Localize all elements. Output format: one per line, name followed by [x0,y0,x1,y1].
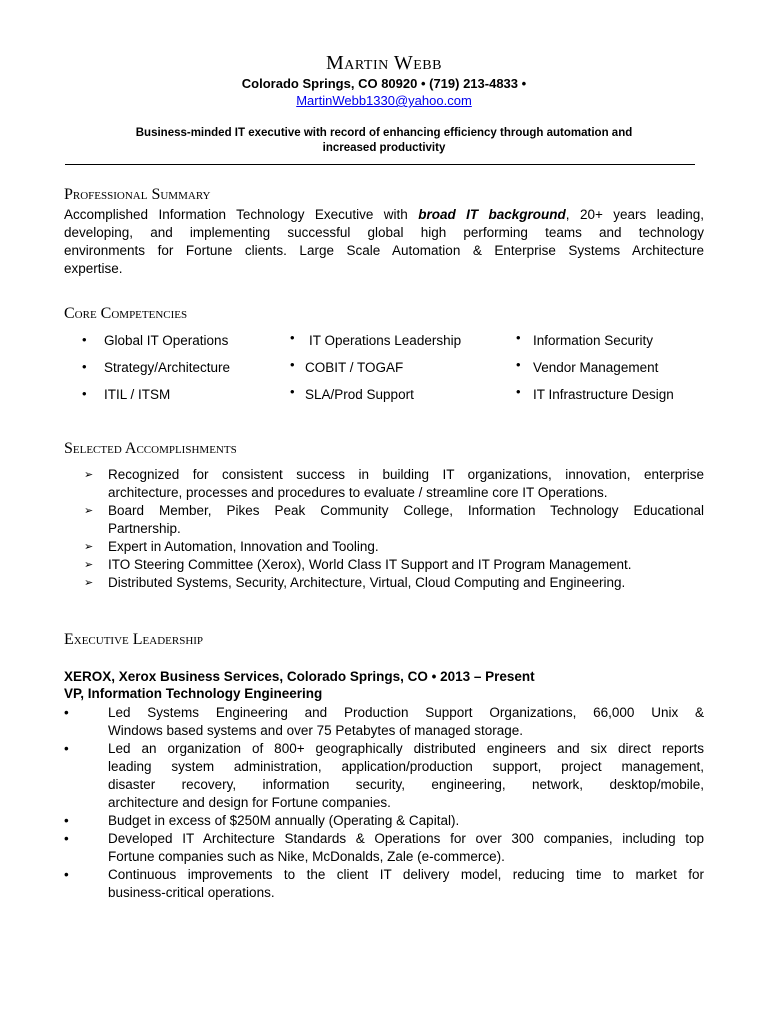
arrow-bullet-icon: ➢ [84,559,94,571]
accomplishment-line: Board Member, Pikes Peak Community College, Information Technology Educational [108,503,704,518]
employer-line: XEROX, Xerox Business Services, Colorado Springs, CO • 2013 – Present [64,669,535,684]
summary-line: environments for Fortune clients. Large Scale Automation & Enterprise Systems Architecture [64,243,704,258]
duty-line: Windows based systems and over 75 Petabytes of managed storage. [108,723,523,738]
accomplishment-line: architecture, processes and procedures to evaluate / streamline core IT Operations. [108,485,608,500]
arrow-bullet-icon: ➢ [84,505,94,517]
bullet-icon: • [82,332,87,347]
bullet-icon: • [290,330,295,345]
arrow-bullet-icon: ➢ [84,577,94,589]
tagline-line: Business-minded IT executive with record of enhancing efficiency through automation and [135,127,633,139]
summary-paragraph [64,206,704,278]
summary-text: Accomplished Information Technology Executive with [64,207,419,222]
bullet-icon: • [290,357,295,372]
header-divider [65,164,695,165]
duty-line: leading system administration, application/production support, project management, [108,759,704,774]
arrow-bullet-icon: ➢ [84,469,94,481]
accomplishment-line: ITO Steering Committee (Xerox), World Class IT Support and IT Program Management. [108,557,632,572]
bullet-icon: • [516,357,521,372]
duty-text [108,830,704,866]
duty-line: Led an organization of 800+ geographically distributed engineers and six direct reports [108,741,704,756]
bullet-icon: • [64,867,69,882]
competency-item: COBIT / TOGAF [305,360,404,375]
accomplishment-text [108,574,704,592]
accomplishment-line: Distributed Systems, Security, Architecture, Virtual, Cloud Computing and Engineering. [108,575,626,590]
accomplishment-line: Partnership. [108,521,181,536]
summary-emphasis: broad IT background [418,207,566,222]
summary-line: developing, and implementing successful global high performing teams and technology [64,225,704,240]
contact-line: Colorado Springs, CO 80920 • (719) 213-4833 • [241,76,527,91]
duty-text [108,866,704,902]
competency-item: Vendor Management [533,360,659,375]
competency-item: SLA/Prod Support [305,387,414,402]
competency-item: Strategy/Architecture [104,360,231,375]
accomplishments-heading: Selected Accomplishments [64,440,237,457]
summary-heading: Professional Summary [64,186,211,203]
accomplishment-line: Expert in Automation, Innovation and Tooling. [108,539,379,554]
bullet-icon: • [516,384,521,399]
tagline-line: increased productivity [322,142,446,154]
accomplishment-line: Recognized for consistent success in building IT organizations, innovation, enterprise [108,467,704,482]
summary-line [64,206,704,224]
duty-line: Budget in excess of $250M annually (Operating & Capital). [108,813,460,828]
duty-text [108,740,704,812]
duty-line: business-critical operations. [108,885,275,900]
bullet-icon: • [290,384,295,399]
bullet-icon: • [82,359,87,374]
summary-text: , 20+ years leading, [565,207,704,222]
bullet-icon: • [64,705,69,720]
competencies-heading: Core Competencies [64,305,188,322]
competency-item: ITIL / ITSM [104,387,171,402]
accomplishment-text [108,502,704,538]
leadership-heading: Executive Leadership [64,631,204,648]
duty-text [108,704,704,740]
arrow-bullet-icon: ➢ [84,541,94,553]
duty-line: architecture and design for Fortune companies. [108,795,391,810]
competency-item: Information Security [533,333,654,348]
accomplishment-text [108,466,704,502]
duty-text [108,812,704,830]
competency-item: IT Infrastructure Design [533,387,674,402]
accomplishment-text [108,556,704,574]
duty-line: disaster recovery, information security, engineering, network, desktop/mobile, [108,777,704,792]
summary-line: expertise. [64,261,123,276]
accomplishment-text [108,538,704,556]
competency-item: IT Operations Leadership [309,333,462,348]
duty-line: Led Systems Engineering and Production Support Organizations, 66,000 Unix & [108,705,704,720]
bullet-icon: • [82,386,87,401]
candidate-name: Martin Webb [326,52,442,74]
bullet-icon: • [64,813,69,828]
bullet-icon: • [64,831,69,846]
role-title: VP, Information Technology Engineering [64,686,323,701]
bullet-icon: • [64,741,69,756]
email-link[interactable]: MartinWebb1330@yahoo.com [296,93,472,108]
duty-line: Fortune companies such as Nike, McDonalds, Zale (e-commerce). [108,849,505,864]
competency-item: Global IT Operations [104,333,229,348]
duty-line: Developed IT Architecture Standards & Operations for over 300 companies, including top [108,831,704,846]
duty-line: Continuous improvements to the client IT delivery model, reducing time to market for [108,867,704,882]
tagline [100,126,668,156]
bullet-icon: • [516,330,521,345]
email-line [0,93,768,108]
